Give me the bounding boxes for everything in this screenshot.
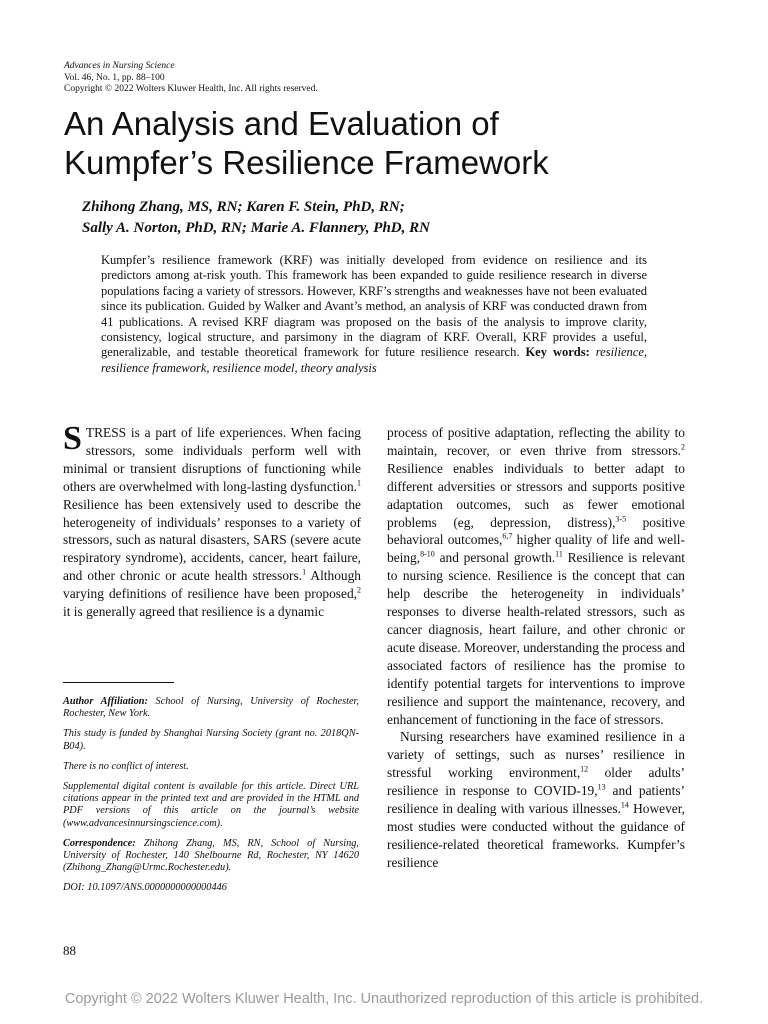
authors-line-1: Zhihong Zhang, MS, RN; Karen F. Stein, PhD, RN; (82, 199, 405, 215)
authors-line-2: Sally A. Norton, PhD, RN; Marie A. Flannery, PhD, RN (82, 220, 430, 236)
abstract (101, 253, 647, 376)
body-paragraph (387, 728, 685, 871)
copyright-notice: Copyright © 2022 Wolters Kluwer Health, Inc. Unauthorized reproduction of this article is prohibited. (64, 991, 704, 1007)
body-text: and patients’ resilience in dealing with various illnesses. (387, 783, 685, 817)
body-text: Nursing researchers have examined resilience in a variety of settings, such as nurses’ resilience in stressful working environment, (387, 729, 685, 781)
body-paragraph (387, 424, 685, 728)
journal-name: Advances in Nursing Science (64, 61, 175, 71)
body-text: higher quality of life and well-being, (387, 532, 685, 566)
footnote-doi: DOI: 10.1097/ANS.0000000000000446 (63, 882, 227, 894)
body-text: Resilience enables individuals to better adapt to different adversities or stressors and supports positive adaptation outcomes, such as fewer emotional problems (eg, depression, distress), (387, 460, 685, 530)
citation: 3-5 (615, 514, 627, 524)
journal-copyright: Copyright © 2022 Wolters Kluwer Health, Inc. All rights reserved. (64, 84, 318, 94)
body-column-right (387, 424, 685, 872)
body-text: and personal growth. (434, 550, 556, 566)
footnote-label: Correspondence: (63, 837, 136, 849)
footnote-conflict: There is no conflict of interest. (63, 760, 189, 772)
intro-paragraph (63, 420, 361, 621)
body-text: Resilience is relevant to nursing science. Resilience is the concept that can help describe the heterogeneity in individuals’ responses to diverse health-related stressors, such as cancer diagnosis, heart failure, and other chronic or acute disease. Moreover, understanding the process and associated factors of resilience has the promise to identify potential targets for interventions to improve resilience and support the maintenance, recovery, and enhancement of functioning in the face of stressors. (387, 550, 686, 727)
article-title (64, 104, 704, 182)
citation: 11 (555, 549, 563, 559)
citation: 1 (302, 567, 307, 577)
drop-cap: S (63, 420, 82, 457)
footnote-affiliation (63, 696, 359, 721)
citation: 1 (357, 478, 361, 488)
abstract-text: Kumpfer’s resilience framework (KRF) was initially developed from evidence on resilience and its predictors among at-risk youth. This framework has been expanded to guide resilience research in diverse populations facing a variety of stressors. However, KRF’s strengths and weaknesses have not been evaluated since its publication. Guided by Walker and Avant’s method, an analysis of KRF was conducted drawn from 41 publications. A revised KRF diagram was proposed on the basis of the analysis to improve clarity, consistency, logical structure, and parsimony in the diagram of KRF. Overall, KRF provides a useful, generalizable, and testable theoretical framework for future resilience research. (101, 253, 647, 360)
citation: 13 (597, 782, 606, 792)
keywords-label: Key words: (525, 345, 590, 360)
citation: 2 (357, 585, 361, 595)
footnote-text: Zhihong Zhang, MS, RN, School of Nursing, University of Rochester, 140 Shelbourne Rd, Rochester, NY 14620 (Zhihong_Zhang@Urmc.Rochester.edu). (63, 837, 359, 874)
body-text: process of positive adaptation, reflecting the ability to maintain, recover, or even thrive from stressors. (387, 425, 685, 458)
body-text: Although varying definitions of resilience have been proposed, (63, 568, 361, 602)
body-text: it is generally agreed that resilience is a dynamic (63, 604, 325, 620)
citation: 6,7 (502, 531, 513, 541)
body-text: However, most studies were conducted without the guidance of resilience-related theoretical frameworks. Kumpfer’s resilience (387, 801, 685, 870)
citation: 14 (620, 800, 629, 810)
citation: 12 (580, 764, 589, 774)
footnote-label: Author Affiliation: (63, 696, 148, 707)
keywords: resilience, resilience framework, resilience model, theory analysis (101, 345, 648, 375)
body-text: TRESS is a part of life experiences. When facing stressors, some individuals perform well with minimal or transient disruptions of functioning while others are overwhelmed with long-lasting dysfunction. (63, 425, 361, 494)
journal-header (64, 61, 318, 96)
body-text: positive behavioral outcomes, (387, 514, 686, 548)
footnotes (63, 696, 359, 902)
citation: 8-10 (420, 549, 435, 559)
footnote-funding: This study is funded by Shanghai Nursing Society (grant no. 2018QN-B04). (63, 728, 359, 752)
citation: 2 (681, 442, 685, 452)
journal-volume: Vol. 46, No. 1, pp. 88–100 (64, 72, 165, 83)
title-line-1: An Analysis and Evaluation of (64, 105, 499, 142)
page-number: 88 (63, 943, 76, 958)
body-text: Resilience has been extensively used to describe the heterogeneity of individuals’ responses to a variety of stressors, such as natural disasters, SARS (severe acute respiratory syndrome), accidents, cancer, heart failure, and other chronic or acute health stressors. (63, 496, 361, 584)
footnote-divider (63, 682, 174, 683)
title-line-2: Kumpfer’s Resilience Framework (64, 144, 549, 181)
footnote-supplemental: Supplemental digital content is available for this article. Direct URL citations appear in the printed text and are provided in the HTML and PDF versions of this article on the journal’s website (www.advancesinnursingscience.com). (63, 780, 359, 829)
body-text: older adults’ resilience in response to COVID-19, (387, 765, 686, 799)
body-column-left (63, 420, 361, 621)
footnote-correspondence (63, 838, 359, 875)
footnote-text: School of Nursing, University of Rochester, Rochester, New York. (63, 696, 360, 720)
author-list (82, 197, 430, 239)
